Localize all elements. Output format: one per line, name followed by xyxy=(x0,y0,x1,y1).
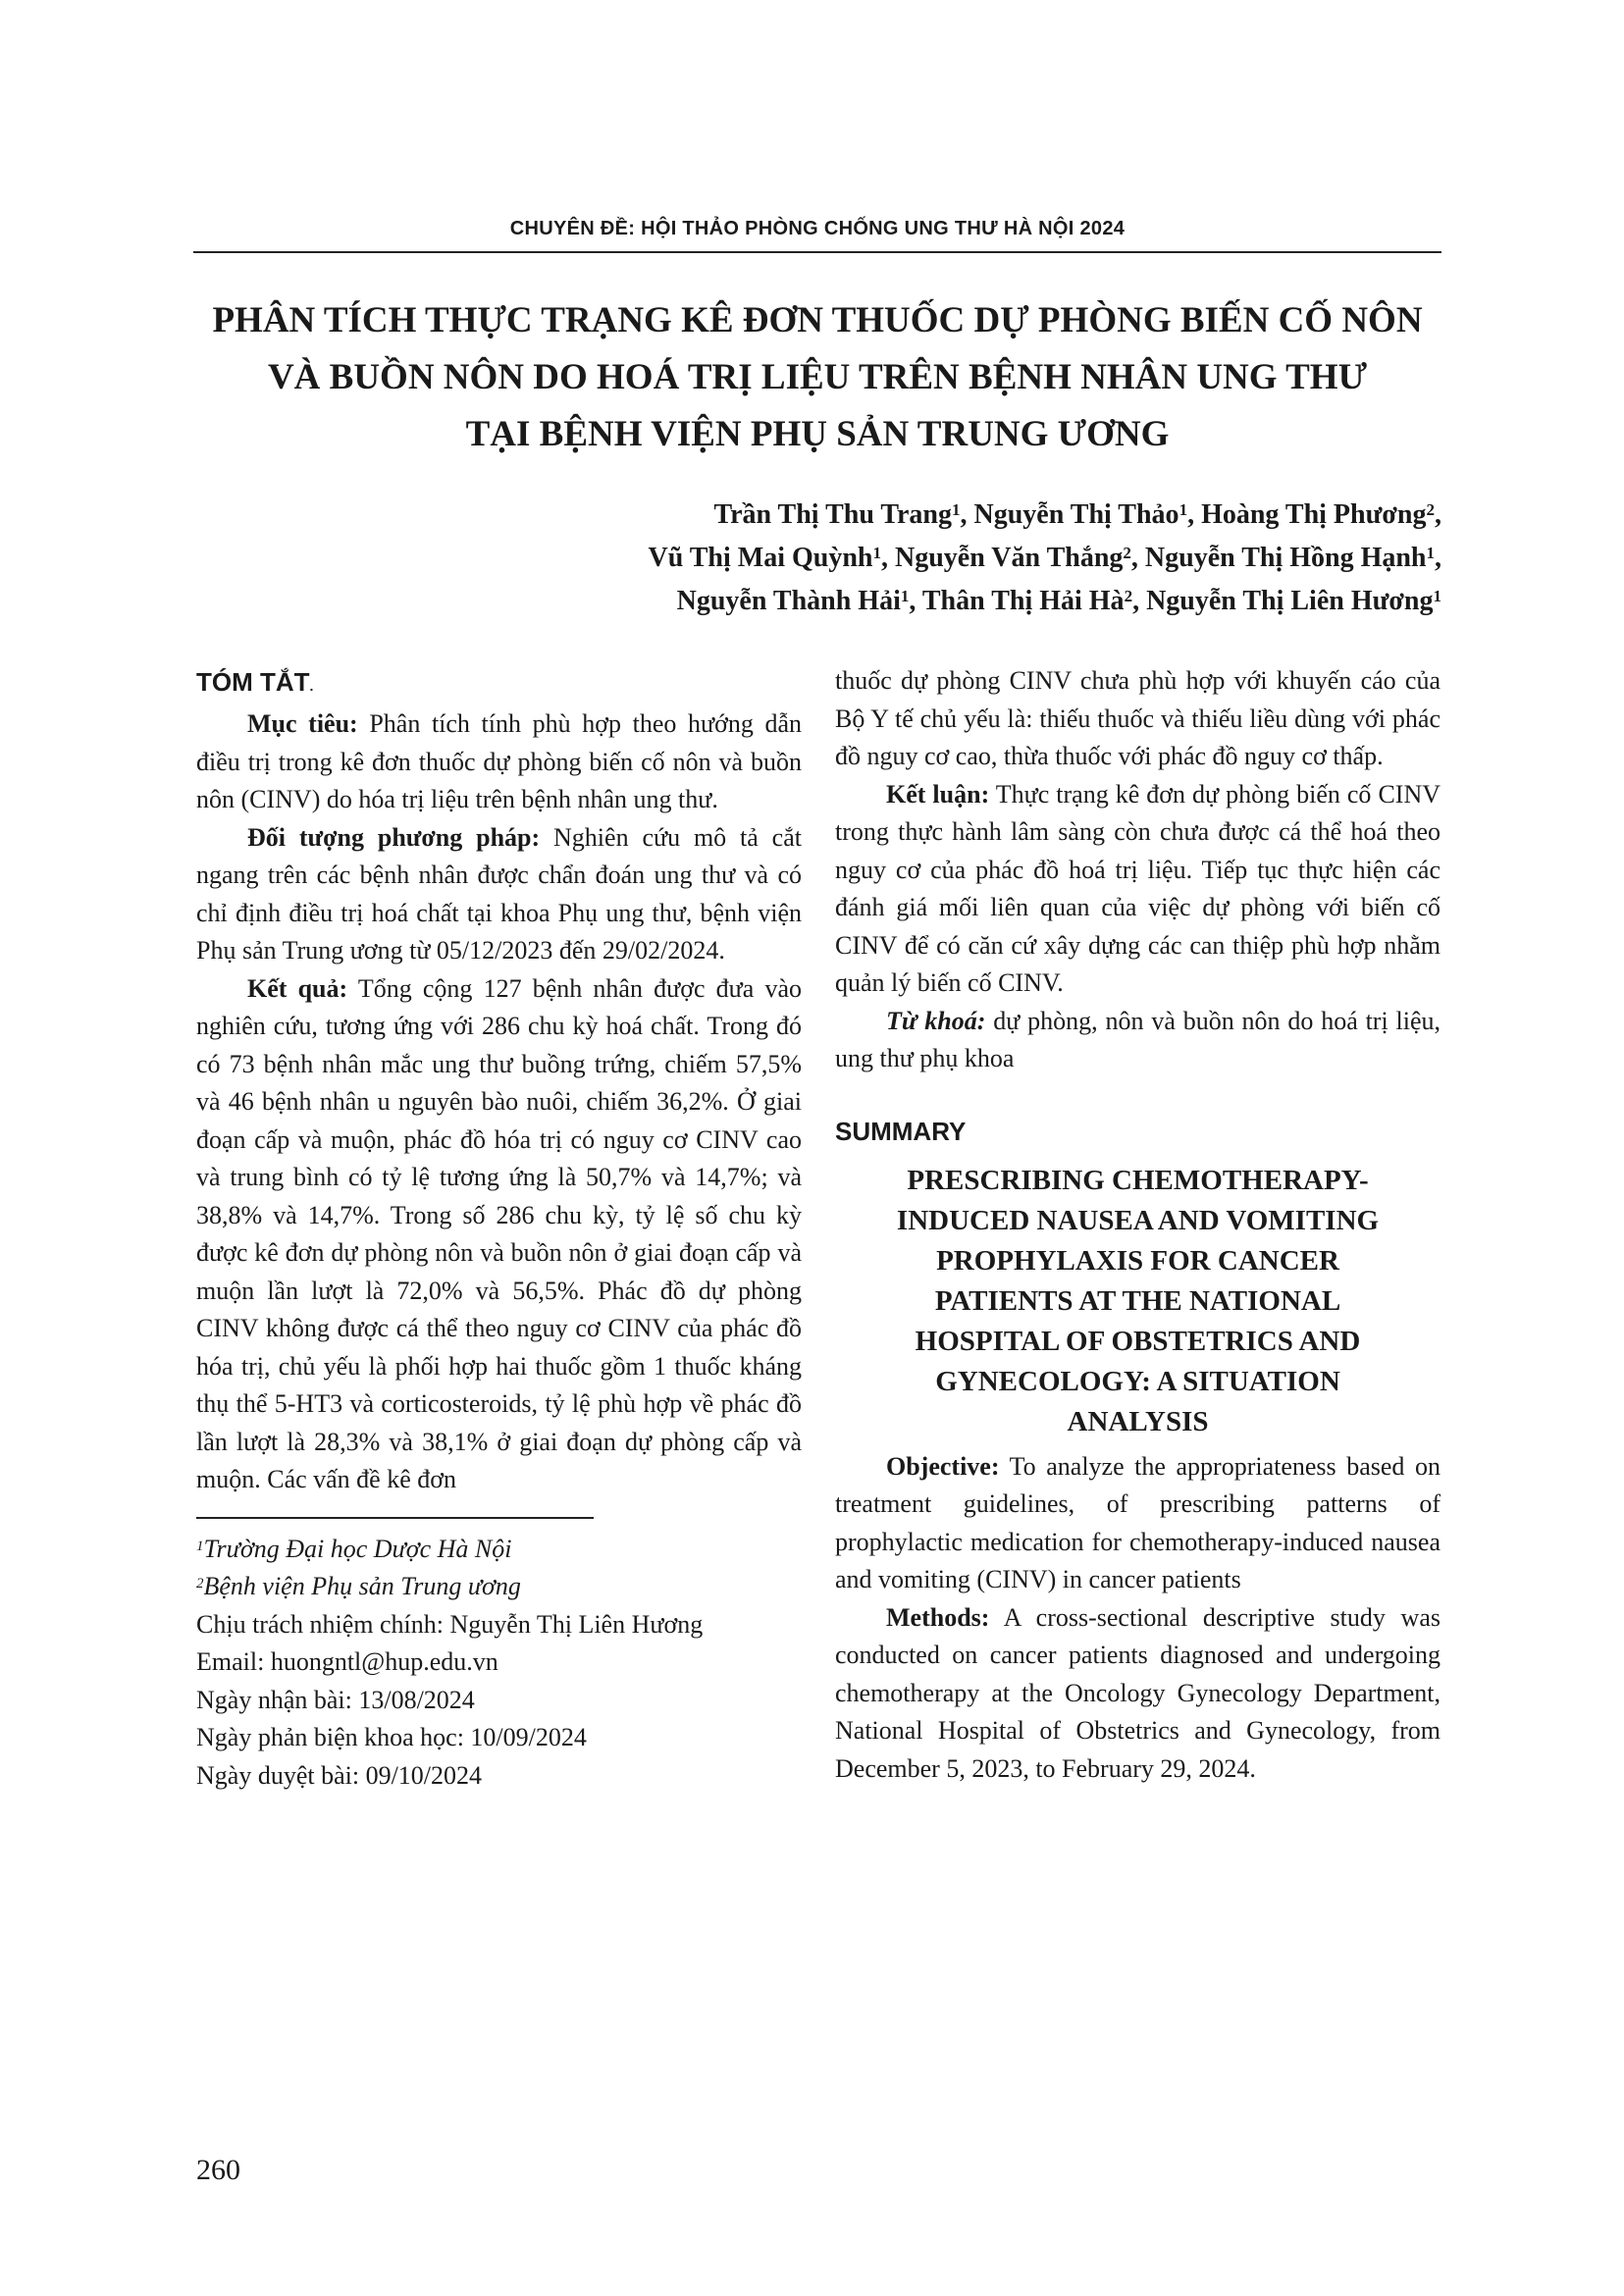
author-name: Nguyễn Thành Hải xyxy=(676,586,901,616)
author-affiliation: 2 xyxy=(1124,587,1133,605)
author-name: Thân Thị Hải Hà xyxy=(921,586,1125,616)
abstract-results: Kết quả: Tổng cộng 127 bệnh nhân được đưa vào nghiên cứu, tương ứng với 286 chu kỳ hoá chất. Trong đó có 73 bệnh nhân mắc ung thư buồng trứng, chiếm 57,5% và 46 bệnh nhân u nguyên bào nuôi, chiếm 36,2%. Ở giai đoạn cấp và muộn, phác đồ hóa trị có nguy cơ CINV cao và trung bình có tỷ lệ tương ứng là 50,7% và 14,7%; và 38,8% và 14,7%. Trong số 286 chu kỳ, tỷ lệ số chu kỳ được kê đơn dự phòng nôn và buồn nôn ở giai đoạn cấp và muộn lần lượt là 72,0% và 56,5%. Phác đồ dự phòng CINV không được cá thể theo nguy cơ CINV của phác đồ hóa trị, chủ yếu là phối hợp hai thuốc gồm 1 thuốc kháng thụ thể 5-HT3 và corticosteroids, tỷ lệ phù hợp về phác đồ lần lượt là 28,3% và 38,1% ở giai đoạn dự phòng cấp và muộn. Các vấn đề kê đơn xyxy=(196,973,802,1493)
title-line: PHÂN TÍCH THỰC TRẠNG KÊ ĐƠN THUỐC DỰ PHÒNG BIẾN CỐ NÔN xyxy=(212,300,1423,340)
affiliation-1: $^1$Trường Đại học Dược Hà Nội xyxy=(196,1534,512,1563)
summary-objective: Objective: To analyze the appropriateness based on treatment guidelines, of prescribing patterns of prophylactic medication for chemotherapy-induced nausea and vomiting (CINV) in cancer patients xyxy=(835,1451,1441,1593)
author-name: Vũ Thị Mai Quỳnh xyxy=(648,543,873,573)
english-title-line: PATIENTS AT THE NATIONAL xyxy=(934,1284,1341,1317)
author-separator: , xyxy=(881,543,895,573)
right-column xyxy=(835,662,1441,1788)
date-received: Ngày nhận bài: 13/08/2024 xyxy=(196,1685,475,1714)
english-title-line: ANALYSIS xyxy=(1067,1405,1209,1437)
english-title-line: PROPHYLAXIS FOR CANCER xyxy=(936,1244,1339,1277)
summary-methods: Methods: A cross-sectional descriptive study was conducted on cancer patients diagnosed and undergoing chemotherapy at the Oncology Gynecology Department, National Hospital of Obstetrics and Gynecology, from December 5, 2023, to February 29, 2024. xyxy=(835,1602,1441,1783)
abstract-results-continued: thuốc dự phòng CINV chưa phù hợp với khuyến cáo của Bộ Y tế chủ yếu là: thiếu thuốc và thiếu liều dùng với phác đồ nguy cơ cao, thừa thuốc với phác đồ nguy cơ thấp. xyxy=(835,666,1441,770)
title-line: TẠI BỆNH VIỆN PHỤ SẢN TRUNG ƯƠNG xyxy=(465,414,1170,454)
author-affiliation: 1 xyxy=(1179,500,1188,519)
english-title-line: HOSPITAL OF OBSTETRICS AND xyxy=(915,1325,1361,1357)
author-separator: , xyxy=(909,586,922,616)
page-number: 260 xyxy=(196,2154,240,2186)
author-affiliation: 1 xyxy=(1426,544,1435,562)
english-title xyxy=(835,1161,1441,1442)
author-name: Nguyễn Văn Thắng xyxy=(895,543,1124,573)
author-separator: , xyxy=(960,499,974,530)
summary-heading: SUMMARY xyxy=(835,1116,967,1146)
author-separator: , xyxy=(1187,499,1202,530)
footnote-rule xyxy=(196,1517,594,1519)
abstract-keywords: Từ khoá: dự phòng, nôn và buồn nôn do hoá trị liệu, ung thư phụ khoa xyxy=(835,1006,1441,1072)
english-title-line: PRESCRIBING CHEMOTHERAPY- xyxy=(907,1164,1369,1196)
author-affiliation: 1 xyxy=(900,587,910,605)
left-column xyxy=(196,662,802,1795)
abstract-objective: Mục tiêu: Phân tích tính phù hợp theo hướng dẫn điều trị trong kê đơn thuốc dự phòng biến cố nôn và buồn nôn (CINV) do hóa trị liệu trên bệnh nhân ung thư. xyxy=(196,709,802,813)
author-separator: , xyxy=(1435,499,1441,530)
author-name: Trần Thị Thu Trang xyxy=(713,499,952,530)
author-affiliation: 2 xyxy=(1123,544,1131,562)
date-reviewed: Ngày phản biện khoa học: 10/09/2024 xyxy=(196,1723,587,1751)
author-separator: , xyxy=(1130,543,1145,573)
article-title xyxy=(193,292,1441,463)
author-affiliation: 1 xyxy=(952,500,961,519)
english-title-line: INDUCED NAUSEA AND VOMITING xyxy=(896,1204,1380,1236)
header-rule xyxy=(193,251,1441,253)
author-list xyxy=(362,494,1441,623)
author-line-1 xyxy=(362,494,1441,537)
running-header: CHUYÊN ĐỀ: HỘI THẢO PHÒNG CHỐNG UNG THƯ HÀ NỘI 2024 xyxy=(509,218,1126,239)
affiliation-2: $^2$Bệnh viện Phụ sản Trung ương xyxy=(196,1572,521,1600)
author-affiliation: 1 xyxy=(872,544,881,562)
english-title-line: GYNECOLOGY: A SITUATION xyxy=(935,1365,1340,1397)
author-name: Nguyễn Thị Thảo xyxy=(973,499,1179,530)
author-line-3 xyxy=(362,580,1441,623)
corresponding-author: Chịu trách nhiệm chính: Nguyễn Thị Liên Hương xyxy=(196,1609,704,1639)
author-name: Hoàng Thị Phương xyxy=(1201,499,1427,530)
email: Email: huongntl@hup.edu.vn xyxy=(196,1647,498,1676)
author-separator: , xyxy=(1435,543,1441,573)
date-accepted: Ngày duyệt bài: 09/10/2024 xyxy=(196,1760,483,1790)
author-line-2 xyxy=(362,537,1441,580)
author-separator: , xyxy=(1132,586,1147,616)
title-line: VÀ BUỒN NÔN DO HOÁ TRỊ LIỆU TRÊN BỆNH NHÂN UNG THƯ xyxy=(267,357,1368,397)
abstract-conclusion: Kết luận: Thực trạng kê đơn dự phòng biến cố CINV trong thực hành lâm sàng còn chưa được cá thể hoá theo nguy cơ của phác đồ hoá trị liệu. Tiếp tục thực hiện các đánh giá mối liên quan của việc dự phòng với biến cố CINV để có căn cứ xây dựng các can thiệp phù hợp nhằm quản lý biến cố CINV. xyxy=(835,779,1441,997)
author-affiliation: 2 xyxy=(1426,500,1435,519)
author-name: Nguyễn Thị Liên Hương xyxy=(1146,586,1434,616)
abstract-heading: TÓM TẮT. xyxy=(196,667,314,697)
abstract-methods: Đối tượng phương pháp: Nghiên cứu mô tả cắt ngang trên các bệnh nhân được chẩn đoán ung thư và có chỉ định điều trị hoá chất tại khoa Phụ ung thư, bệnh viện Phụ sản Trung ương từ 05/12/2023 đến 29/02/2024. xyxy=(196,822,802,965)
author-name: Nguyễn Thị Hồng Hạnh xyxy=(1144,543,1427,573)
author-affiliation: 1 xyxy=(1433,587,1441,605)
